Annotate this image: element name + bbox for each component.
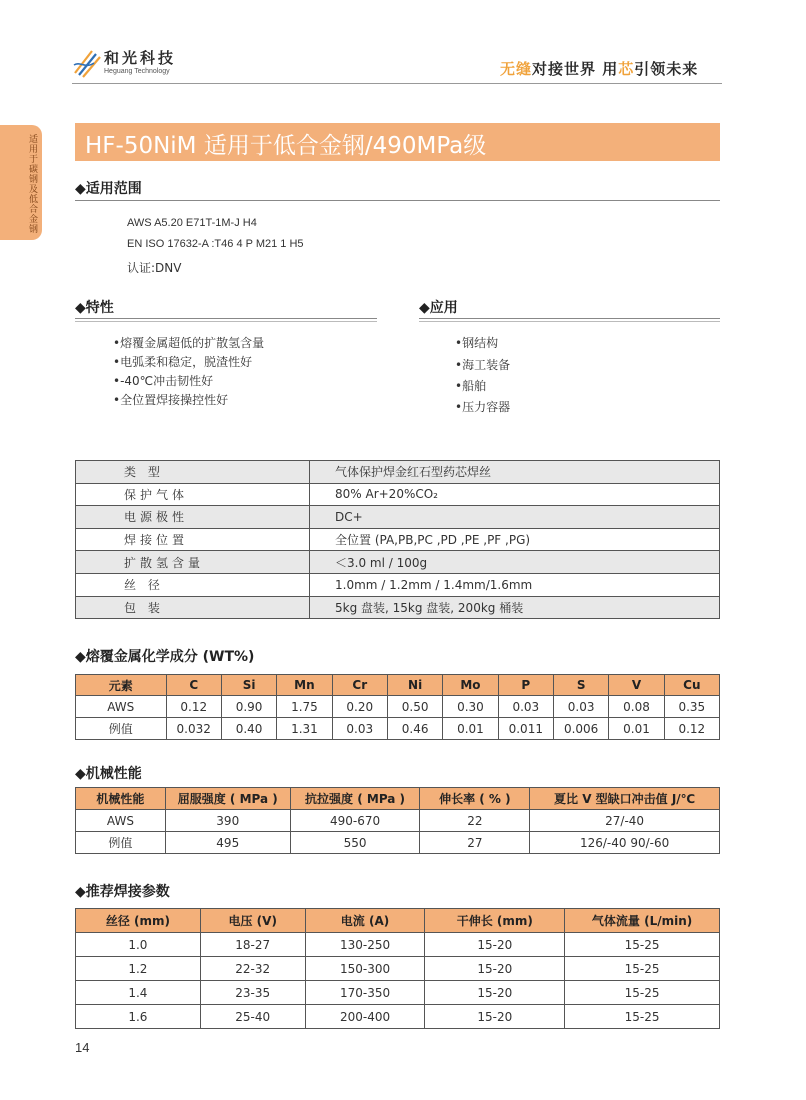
spec-value: 1.0mm / 1.2mm / 1.4mm/1.6mm xyxy=(310,573,720,596)
params-cell: 25-40 xyxy=(200,1005,305,1029)
slogan-part-4: 引领未来 xyxy=(634,60,699,78)
feature-item: •熔覆金属超低的扩散氢含量 xyxy=(113,336,265,350)
params-cell: 22-32 xyxy=(200,957,305,981)
chem-header: Ni xyxy=(387,675,442,696)
spec-value: ＜3.0 ml / 100g xyxy=(310,551,720,574)
slogan-part-1: 无缝 xyxy=(500,60,533,78)
mech-header: 抗拉强度 ( MPa ) xyxy=(290,788,420,810)
params-cell: 1.6 xyxy=(76,1005,201,1029)
chem-cell: 0.08 xyxy=(609,696,664,718)
chem-cell: 0.46 xyxy=(387,718,442,740)
side-tab-label: 适用于碳钢及低合金钢 xyxy=(27,134,37,234)
scope-line: AWS A5.20 E71T-1M-J H4 xyxy=(127,217,257,229)
chem-cell: 0.12 xyxy=(664,718,719,740)
product-title: HF-50NiM 适用于低合金钢/490MPa级 xyxy=(85,133,487,159)
params-header: 电流 (A) xyxy=(305,909,425,933)
chem-row xyxy=(76,696,720,718)
chem-cell: 0.50 xyxy=(387,696,442,718)
spec-label: 类 型 xyxy=(76,461,310,484)
spec-row xyxy=(76,596,720,619)
params-row xyxy=(76,957,720,981)
mech-cell: 390 xyxy=(165,810,290,832)
params-cell: 18-27 xyxy=(200,933,305,957)
chem-row xyxy=(76,718,720,740)
feature-item: •全位置焊接操控性好 xyxy=(113,393,229,407)
params-header: 丝径 (mm) xyxy=(76,909,201,933)
chem-cell: 例值 xyxy=(76,718,167,740)
spec-value: 气体保护焊金红石型药芯焊丝 xyxy=(310,461,720,484)
params-row xyxy=(76,933,720,957)
chem-cell: 0.12 xyxy=(166,696,221,718)
params-cell: 170-350 xyxy=(305,981,425,1005)
chem-cell: 1.75 xyxy=(277,696,332,718)
chem-cell: 0.032 xyxy=(166,718,221,740)
feature-item: •-40℃冲击韧性好 xyxy=(113,374,214,388)
mech-row xyxy=(76,810,720,832)
spec-label: 保护气体 xyxy=(76,483,310,506)
mech-table xyxy=(75,787,720,854)
chem-header-row xyxy=(76,675,720,696)
chem-header: Si xyxy=(221,675,276,696)
scope-line: EN ISO 17632-A :T46 4 P M21 1 H5 xyxy=(127,238,304,250)
mech-cell: 22 xyxy=(420,810,530,832)
params-row xyxy=(76,981,720,1005)
company-name-en: Heguang Technology xyxy=(104,68,170,75)
mech-header: 屈服强度 ( MPa ) xyxy=(165,788,290,810)
params-cell: 23-35 xyxy=(200,981,305,1005)
chem-cell: 0.40 xyxy=(221,718,276,740)
spec-row xyxy=(76,506,720,529)
spec-row xyxy=(76,573,720,596)
mech-header-row xyxy=(76,788,720,810)
chem-header: 元素 xyxy=(76,675,167,696)
spec-row xyxy=(76,483,720,506)
spec-row xyxy=(76,461,720,484)
chem-cell: 0.011 xyxy=(498,718,553,740)
slogan-part-3: 芯 xyxy=(618,60,635,78)
chem-cell: AWS xyxy=(76,696,167,718)
mech-cell: 27 xyxy=(420,832,530,854)
features-divider-thin xyxy=(75,321,377,322)
chem-header: Mo xyxy=(443,675,498,696)
params-cell: 15-20 xyxy=(425,1005,565,1029)
chem-header: Cr xyxy=(332,675,387,696)
features-heading: ◆特性 xyxy=(75,300,114,316)
params-cell: 1.0 xyxy=(76,933,201,957)
application-item: •船舶 xyxy=(455,379,487,393)
chem-cell: 0.03 xyxy=(498,696,553,718)
params-header-row xyxy=(76,909,720,933)
params-cell: 15-25 xyxy=(565,981,720,1005)
feature-item: •电弧柔和稳定，脱渣性好 xyxy=(113,355,253,369)
page-number: 14 xyxy=(75,1040,90,1055)
chem-header: Cu xyxy=(664,675,719,696)
params-cell: 15-25 xyxy=(565,1005,720,1029)
slogan-part-2: 对接世界 用 xyxy=(532,60,619,78)
params-cell: 150-300 xyxy=(305,957,425,981)
company-logo-icon xyxy=(72,47,102,79)
chem-cell: 0.90 xyxy=(221,696,276,718)
spec-label: 扩散氢含量 xyxy=(76,551,310,574)
chem-heading: ◆熔覆金属化学成分 (WT%) xyxy=(75,649,255,665)
scope-line: 认证:DNV xyxy=(127,261,182,275)
applications-heading: ◆应用 xyxy=(419,300,458,316)
mech-cell: 126/-40 90/-60 xyxy=(530,832,720,854)
applications-divider-thin xyxy=(419,321,720,322)
params-header: 干伸长 (mm) xyxy=(425,909,565,933)
params-cell: 15-20 xyxy=(425,933,565,957)
applications-divider xyxy=(419,318,720,319)
params-row xyxy=(76,1005,720,1029)
spec-label: 电源极性 xyxy=(76,506,310,529)
slogan xyxy=(500,58,698,79)
chem-header: V xyxy=(609,675,664,696)
spec-value: 全位置 (PA,PB,PC ,PD ,PE ,PF ,PG) xyxy=(310,528,720,551)
chem-cell: 0.35 xyxy=(664,696,719,718)
mech-cell: 495 xyxy=(165,832,290,854)
params-heading: ◆推荐焊接参数 xyxy=(75,884,170,900)
chem-table xyxy=(75,674,720,740)
params-cell: 1.2 xyxy=(76,957,201,981)
header-divider xyxy=(72,83,722,84)
application-item: •海工装备 xyxy=(455,358,511,372)
mech-cell: 550 xyxy=(290,832,420,854)
params-cell: 15-20 xyxy=(425,957,565,981)
mech-header: 机械性能 xyxy=(76,788,166,810)
spec-label: 焊接位置 xyxy=(76,528,310,551)
mech-header: 伸长率 ( % ) xyxy=(420,788,530,810)
mech-cell: 27/-40 xyxy=(530,810,720,832)
mech-row xyxy=(76,832,720,854)
params-cell: 1.4 xyxy=(76,981,201,1005)
params-cell: 200-400 xyxy=(305,1005,425,1029)
chem-cell: 0.03 xyxy=(553,696,608,718)
company-name-cn: 和光科技 xyxy=(104,49,177,67)
chem-header: P xyxy=(498,675,553,696)
spec-value: 80% Ar+20%CO₂ xyxy=(310,483,720,506)
spec-row xyxy=(76,551,720,574)
spec-row xyxy=(76,528,720,551)
chem-cell: 0.03 xyxy=(332,718,387,740)
chem-header: C xyxy=(166,675,221,696)
params-cell: 130-250 xyxy=(305,933,425,957)
chem-cell: 0.01 xyxy=(609,718,664,740)
params-table xyxy=(75,908,720,1029)
mech-heading: ◆机械性能 xyxy=(75,766,142,782)
chem-cell: 1.31 xyxy=(277,718,332,740)
mech-cell: 例值 xyxy=(76,832,166,854)
chem-cell: 0.30 xyxy=(443,696,498,718)
spec-label: 丝 径 xyxy=(76,573,310,596)
application-item: •钢结构 xyxy=(455,336,499,350)
chem-header: Mn xyxy=(277,675,332,696)
params-cell: 15-25 xyxy=(565,933,720,957)
spec-value: DC+ xyxy=(310,506,720,529)
params-cell: 15-25 xyxy=(565,957,720,981)
application-item: •压力容器 xyxy=(455,400,511,414)
mech-cell: 490-670 xyxy=(290,810,420,832)
spec-table xyxy=(75,460,720,619)
chem-header: S xyxy=(553,675,608,696)
scope-heading: ◆适用范围 xyxy=(75,181,142,197)
mech-cell: AWS xyxy=(76,810,166,832)
params-header: 电压 (V) xyxy=(200,909,305,933)
params-header: 气体流量 (L/min) xyxy=(565,909,720,933)
params-cell: 15-20 xyxy=(425,981,565,1005)
spec-value: 5kg 盘装, 15kg 盘装, 200kg 桶装 xyxy=(310,596,720,619)
chem-cell: 0.20 xyxy=(332,696,387,718)
features-divider xyxy=(75,318,377,319)
scope-divider xyxy=(75,200,720,201)
mech-header: 夏比 V 型缺口冲击值 J/℃ xyxy=(530,788,720,810)
spec-label: 包 装 xyxy=(76,596,310,619)
chem-cell: 0.01 xyxy=(443,718,498,740)
chem-cell: 0.006 xyxy=(553,718,608,740)
